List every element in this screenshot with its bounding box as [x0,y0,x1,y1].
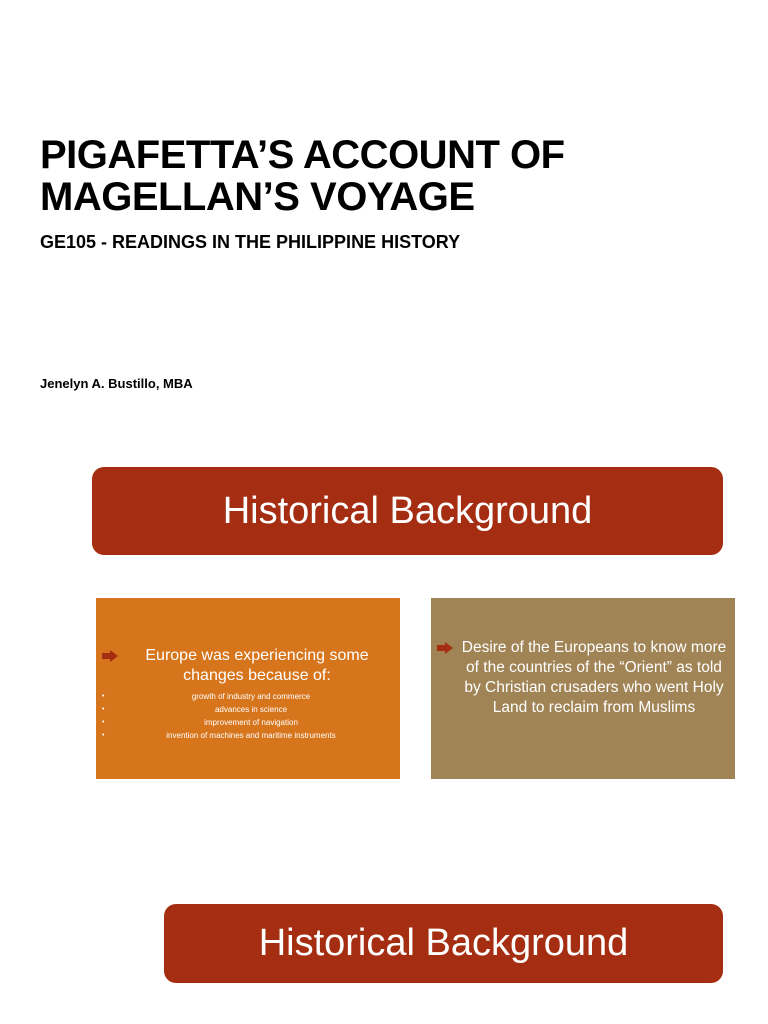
list-item [102,716,388,729]
page-subtitle: GE105 - READINGS IN THE PHILIPPINE HISTORY [40,232,461,252]
europeans-desire-box [431,598,735,779]
banner-label: Historical Background [258,922,629,964]
banner-label: Historical Background [222,489,593,532]
list-item [102,690,388,703]
list-item-text: invention of machines and maritime instruments [166,731,336,740]
europe-changes-bullet [102,646,388,686]
list-item-text: advances in science [214,705,288,714]
europe-changes-heading: Europe was experiencing some changes because of: [145,647,369,684]
author-name: Jenelyn A. Bustillo, MBA [40,376,193,391]
page-title [40,134,740,218]
list-item [102,729,388,742]
page-title-line-1: PIGAFETTA’S ACCOUNT OF [40,133,565,177]
page-title-line-2: MAGELLAN’S VOYAGE [40,175,475,219]
section-banner-historical-background [92,467,723,555]
list-item-text: growth of industry and commerce [191,692,311,701]
europeans-desire-bullet [437,638,727,718]
arrow-bullet-icon [102,650,118,662]
list-item [102,703,388,716]
europe-changes-list [102,690,388,742]
section-banner-historical-background [164,904,723,983]
dot-bullet-icon: • [102,706,105,713]
europe-changes-box [96,598,400,779]
dot-bullet-icon: • [102,732,105,739]
europeans-desire-text: Desire of the Europeans to know more of the countries of the “Orient” as told by Christian crusaders who went Holy Land to reclaim from Muslims [461,639,727,716]
dot-bullet-icon: • [102,719,105,726]
list-item-text: improvement of navigation [204,718,298,727]
arrow-bullet-icon [437,642,453,654]
dot-bullet-icon: • [102,693,105,700]
